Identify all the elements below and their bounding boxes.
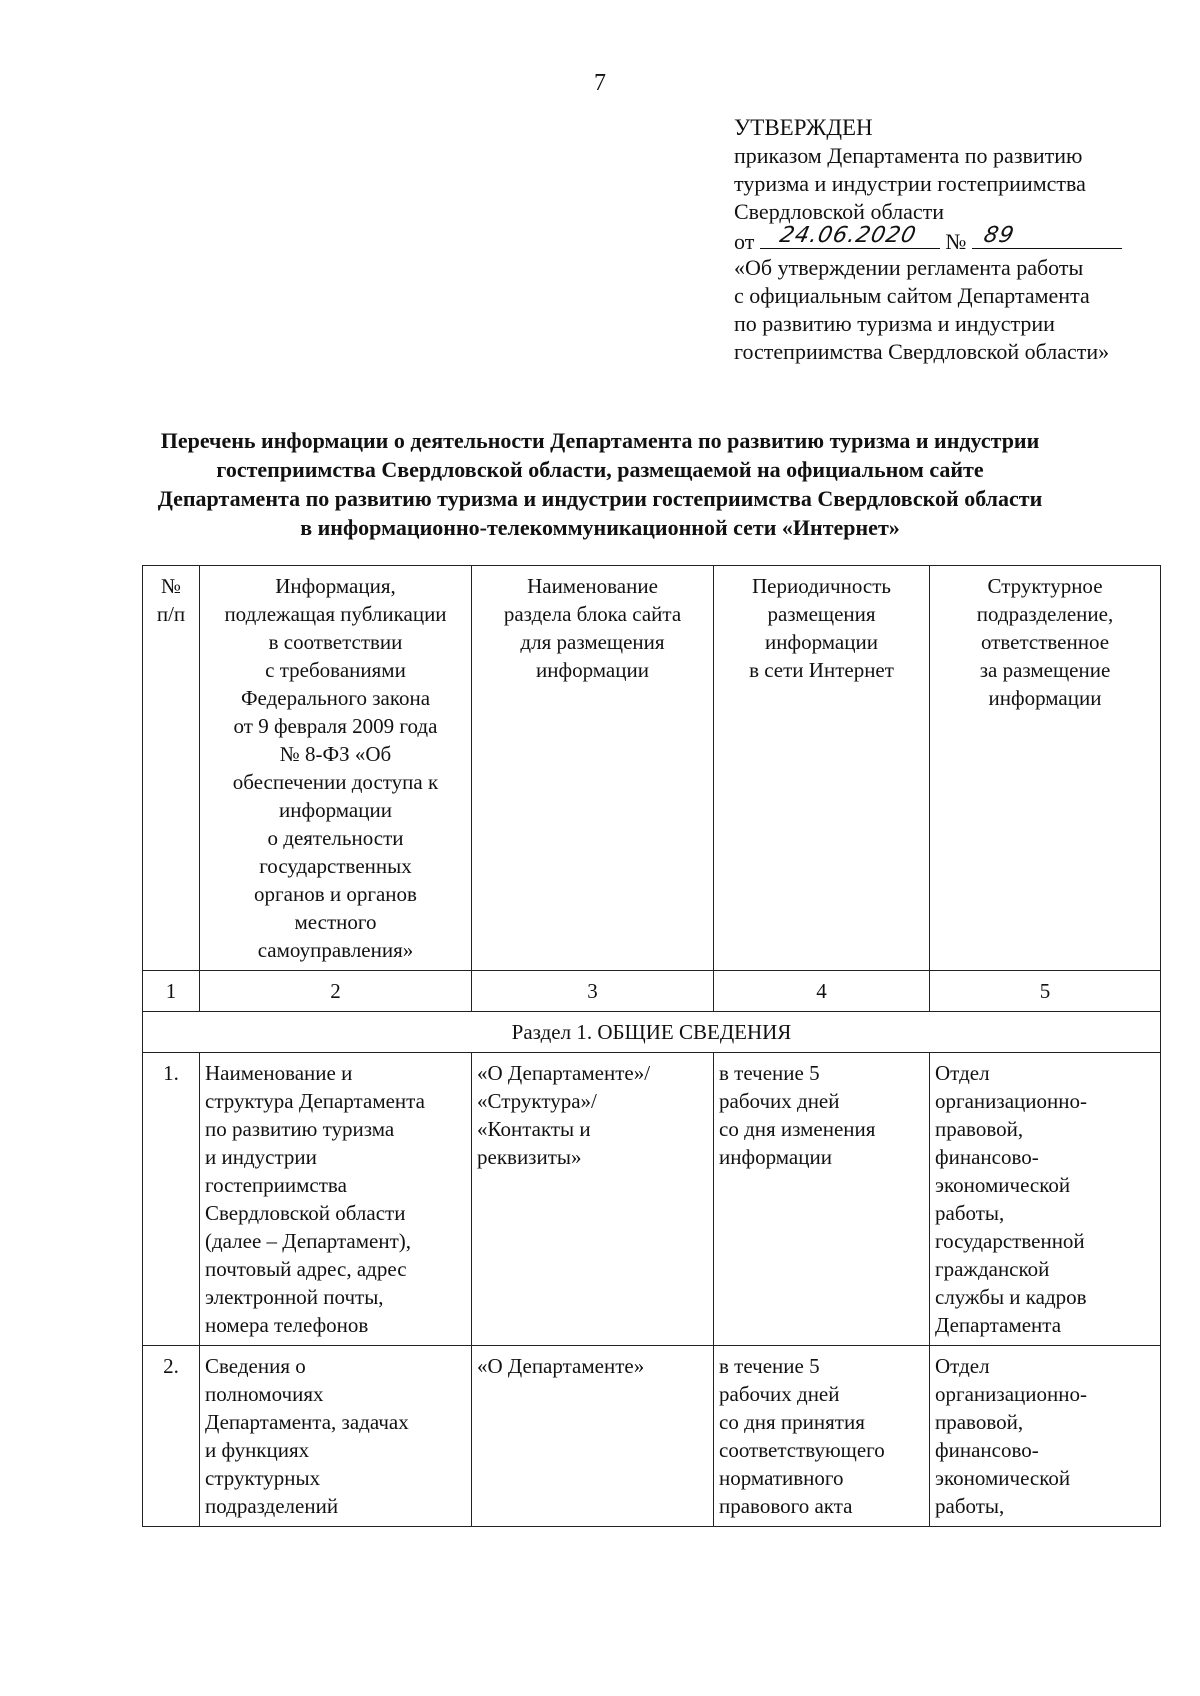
cell-line: о деятельности: [267, 826, 404, 850]
cell-line: в течение 5: [719, 1061, 820, 1085]
cell-line: «О Департаменте»: [477, 1354, 645, 1378]
cell-line: гостеприимства: [205, 1173, 347, 1197]
cell-line: работы,: [935, 1201, 1005, 1225]
cell-line: ответственное: [980, 630, 1110, 654]
cell-line: электронной почты,: [205, 1285, 384, 1309]
cell-line: информации: [765, 630, 878, 654]
approval-line: с официальным сайтом Департамента: [734, 283, 1090, 308]
title-line: гостеприимства Свердловской области, размещаемой на официальном сайте: [216, 457, 984, 482]
cell-line: для размещения: [520, 630, 665, 654]
cell-line: информации: [988, 686, 1102, 710]
page-number: 7: [594, 70, 606, 96]
cell-line: подлежащая публикации: [224, 602, 447, 626]
row-periodicity: [714, 1053, 930, 1346]
approval-stamp: [734, 114, 1174, 366]
row-information: [200, 1053, 472, 1346]
cell-line: п/п: [156, 602, 186, 626]
cell-line: экономической: [935, 1173, 1071, 1197]
cell-line: в соответствии: [268, 630, 403, 654]
cell-line: органов и органов: [254, 882, 417, 906]
row-site-section: [472, 1053, 714, 1346]
cell-line: Периодичность: [752, 574, 891, 598]
column-number: 2: [200, 971, 472, 1012]
cell-line: финансово-: [935, 1145, 1039, 1169]
cell-line: государственной: [935, 1229, 1085, 1253]
header-cell-site-section: [472, 566, 714, 971]
column-numbers-row: [143, 971, 1161, 1012]
approval-line: туризма и индустрии гостеприимства: [734, 171, 1086, 196]
table-row: [143, 1346, 1161, 1527]
cell-line: раздела блока сайта: [503, 602, 682, 626]
table-header-row: [143, 566, 1161, 971]
date-prefix: от: [734, 229, 755, 254]
cell-line: Структурное: [987, 574, 1103, 598]
cell-line: самоуправления»: [257, 938, 414, 962]
approval-line: «Об утверждении регламента работы: [734, 255, 1084, 280]
cell-line: полномочиях: [205, 1382, 324, 1406]
section-row: [143, 1012, 1161, 1053]
header-cell-periodicity: [714, 566, 930, 971]
cell-line: службы и кадров: [935, 1285, 1087, 1309]
row-periodicity: [714, 1346, 930, 1527]
cell-line: информации: [536, 658, 649, 682]
cell-line: соответствующего: [719, 1438, 885, 1462]
column-number: 3: [472, 971, 714, 1012]
cell-line: и индустрии: [205, 1145, 317, 1169]
row-site-section: [472, 1346, 714, 1527]
cell-line: информации: [279, 798, 392, 822]
cell-line: гражданской: [935, 1257, 1050, 1281]
cell-line: «Контакты и: [477, 1117, 591, 1141]
table-row: [143, 1053, 1161, 1346]
date-blank: [760, 223, 940, 249]
cell-line: организационно-: [935, 1089, 1087, 1113]
cell-line: Департамента, задачах: [205, 1410, 409, 1434]
cell-line: нормативного: [719, 1466, 844, 1490]
cell-line: Отдел: [935, 1354, 990, 1378]
cell-line: Сведения о: [205, 1354, 306, 1378]
row-number: 1.: [143, 1053, 200, 1346]
cell-line: номера телефонов: [205, 1313, 369, 1337]
approval-heading: УТВЕРЖДЕН: [734, 115, 873, 140]
approval-line: Свердловской области: [734, 199, 944, 224]
cell-line: № 8-ФЗ «Об: [279, 742, 392, 766]
column-number: 5: [930, 971, 1161, 1012]
handwritten-number: 89: [981, 223, 1017, 248]
title-line: Департамента по развитию туризма и индустрии гостеприимства Свердловской области: [157, 486, 1043, 511]
cell-line: размещения: [767, 602, 876, 626]
cell-line: Свердловской области: [205, 1201, 406, 1225]
document-title: [120, 426, 1080, 542]
cell-line: Федерального закона: [240, 686, 431, 710]
cell-line: структура Департамента: [205, 1089, 425, 1113]
header-cell-information: [200, 566, 472, 971]
title-line: в информационно-телекоммуникационной сети «Интернет»: [300, 515, 900, 540]
cell-line: правовой,: [935, 1117, 1024, 1141]
cell-line: в сети Интернет: [749, 658, 894, 682]
row-responsible-unit: [930, 1053, 1161, 1346]
cell-line: работы,: [935, 1494, 1005, 1518]
cell-line: обеспечении доступа к: [232, 770, 439, 794]
cell-line: подразделение,: [976, 602, 1114, 626]
cell-line: экономической: [935, 1466, 1071, 1490]
cell-line: по развитию туризма: [205, 1117, 395, 1141]
cell-line: Информация,: [275, 574, 396, 598]
header-cell-responsible-unit: [930, 566, 1161, 971]
cell-line: Департамента: [935, 1313, 1062, 1337]
row-number: 2.: [143, 1346, 200, 1527]
cell-line: организационно-: [935, 1382, 1087, 1406]
cell-line: правового акта: [719, 1494, 853, 1518]
section-heading: Раздел 1. ОБЩИЕ СВЕДЕНИЯ: [143, 1012, 1161, 1053]
number-sign: №: [945, 229, 967, 254]
title-line: Перечень информации о деятельности Департамента по развитию туризма и индустрии: [160, 428, 1040, 453]
cell-line: Отдел: [935, 1061, 990, 1085]
cell-line: правовой,: [935, 1410, 1024, 1434]
cell-line: местного: [294, 910, 377, 934]
column-number: 4: [714, 971, 930, 1012]
header-cell-number: [143, 566, 200, 971]
column-number: 1: [143, 971, 200, 1012]
approval-line: гостеприимства Свердловской области»: [734, 339, 1110, 364]
cell-line: со дня изменения: [719, 1117, 876, 1141]
cell-line: почтовый адрес, адрес: [205, 1257, 407, 1281]
row-information: [200, 1346, 472, 1527]
approval-line: по развитию туризма и индустрии: [734, 311, 1055, 336]
cell-line: (далее – Департамент),: [205, 1229, 412, 1253]
cell-line: со дня принятия: [719, 1410, 865, 1434]
cell-line: от 9 февраля 2009 года: [233, 714, 438, 738]
cell-line: Наименование: [527, 574, 658, 598]
cell-line: реквизиты»: [477, 1145, 582, 1169]
number-blank: [972, 223, 1122, 249]
cell-line: за размещение: [979, 658, 1111, 682]
cell-line: рабочих дней: [719, 1382, 840, 1406]
cell-line: в течение 5: [719, 1354, 820, 1378]
order-date-number-line: [734, 223, 1174, 254]
info-table: [142, 565, 1161, 1527]
row-responsible-unit: [930, 1346, 1161, 1527]
cell-line: и функциях: [205, 1438, 310, 1462]
cell-line: с требованиями: [265, 658, 406, 682]
cell-line: Наименование и: [205, 1061, 353, 1085]
cell-line: «О Департаменте»/: [477, 1061, 651, 1085]
cell-line: информации: [719, 1145, 832, 1169]
cell-line: «Структура»/: [477, 1089, 597, 1113]
approval-line: приказом Департамента по развитию: [734, 143, 1083, 168]
cell-line: государственных: [259, 854, 412, 878]
cell-line: финансово-: [935, 1438, 1039, 1462]
handwritten-date: 24.06.2020: [777, 223, 919, 248]
cell-line: структурных: [205, 1466, 321, 1490]
cell-line: подразделений: [205, 1494, 339, 1518]
cell-line: №: [160, 574, 182, 598]
cell-line: рабочих дней: [719, 1089, 840, 1113]
